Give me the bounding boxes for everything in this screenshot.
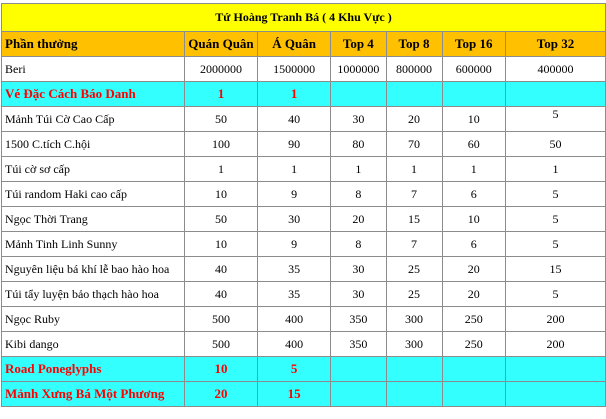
table-row (2, 132, 606, 157)
header-champion: Quán Quân (184, 32, 257, 57)
reward-name: Túi random Haki cao cấp (2, 182, 185, 207)
reward-value: 400 (258, 307, 331, 332)
reward-value: 1 (184, 157, 257, 182)
table-row (2, 282, 606, 307)
reward-value: 7 (386, 232, 442, 257)
reward-value: 20 (331, 207, 386, 232)
header-top-8: Top 8 (386, 32, 442, 57)
reward-value: 50 (184, 207, 257, 232)
reward-value: 8 (331, 232, 386, 257)
reward-value: 9 (258, 182, 331, 207)
reward-value: 5 (506, 182, 606, 207)
reward-value: 20 (442, 282, 506, 307)
reward-value: 80 (331, 132, 386, 157)
reward-value: 5 (258, 357, 331, 382)
reward-value: 6 (442, 232, 506, 257)
reward-value: 6 (442, 182, 506, 207)
reward-value: 1 (258, 82, 331, 107)
reward-value (442, 82, 506, 107)
reward-value: 35 (258, 257, 331, 282)
reward-value: 60 (442, 132, 506, 157)
table-row (2, 182, 606, 207)
reward-value: 7 (386, 182, 442, 207)
reward-value: 800000 (386, 57, 442, 82)
reward-name: Mảnh Tinh Linh Sunny (2, 232, 185, 257)
reward-value: 10 (184, 232, 257, 257)
reward-value: 350 (331, 332, 386, 357)
reward-value (506, 382, 606, 407)
reward-value: 5 (506, 232, 606, 257)
table-row (2, 157, 606, 182)
reward-value: 1 (331, 157, 386, 182)
reward-name: Mảnh Túi Cờ Cao Cấp (2, 107, 185, 132)
reward-value: 400 (258, 332, 331, 357)
reward-value: 1 (184, 82, 257, 107)
reward-value: 1 (442, 157, 506, 182)
header-top-32: Top 32 (506, 32, 606, 57)
reward-value: 40 (184, 257, 257, 282)
reward-value: 300 (386, 307, 442, 332)
reward-value: 20 (386, 107, 442, 132)
reward-name: Mảnh Xưng Bá Một Phương (2, 382, 185, 407)
reward-value: 90 (258, 132, 331, 157)
reward-table (1, 3, 606, 407)
reward-value: 70 (386, 132, 442, 157)
reward-value (386, 82, 442, 107)
reward-value: 250 (442, 332, 506, 357)
reward-value (386, 357, 442, 382)
reward-value: 1000000 (331, 57, 386, 82)
reward-value: 20 (184, 382, 257, 407)
reward-value (331, 382, 386, 407)
table-row (2, 307, 606, 332)
reward-value: 500 (184, 307, 257, 332)
table-row (2, 82, 606, 107)
reward-value: 30 (331, 282, 386, 307)
reward-value (331, 82, 386, 107)
reward-name: Road Poneglyphs (2, 357, 185, 382)
reward-value: 8 (331, 182, 386, 207)
title-row (2, 4, 606, 32)
reward-name: Kibi dango (2, 332, 185, 357)
reward-value: 25 (386, 257, 442, 282)
reward-value: 400000 (506, 57, 606, 82)
header-runner-up: Á Quân (258, 32, 331, 57)
reward-value: 600000 (442, 57, 506, 82)
reward-name: Beri (2, 57, 185, 82)
table-row (2, 107, 606, 132)
table-title: Tứ Hoàng Tranh Bá ( 4 Khu Vực ) (2, 4, 606, 32)
reward-value: 15 (258, 382, 331, 407)
header-top-16: Top 16 (442, 32, 506, 57)
reward-value (442, 357, 506, 382)
reward-name: Nguyên liệu bá khí lễ bao hào hoa (2, 257, 185, 282)
reward-value: 10 (184, 182, 257, 207)
table-row (2, 382, 606, 407)
header-row (2, 32, 606, 57)
reward-value: 200 (506, 307, 606, 332)
reward-value: 200 (506, 332, 606, 357)
reward-value: 30 (331, 257, 386, 282)
reward-value: 10 (442, 207, 506, 232)
table-row (2, 207, 606, 232)
reward-name: Túi cờ sơ cấp (2, 157, 185, 182)
reward-value: 30 (258, 207, 331, 232)
reward-value: 25 (386, 282, 442, 307)
table-row (2, 357, 606, 382)
reward-value: 500 (184, 332, 257, 357)
reward-value: 10 (442, 107, 506, 132)
reward-value: 30 (331, 107, 386, 132)
table-row (2, 232, 606, 257)
header-reward: Phần thưởng (2, 32, 185, 57)
reward-name: Túi tẩy luyện bảo thạch hào hoa (2, 282, 185, 307)
reward-name: 1500 C.tích C.hội (2, 132, 185, 157)
reward-value: 1 (258, 157, 331, 182)
reward-value: 250 (442, 307, 506, 332)
reward-value: 5 (506, 207, 606, 232)
reward-value (331, 357, 386, 382)
reward-value: 15 (506, 257, 606, 282)
reward-value: 35 (258, 282, 331, 307)
table-row (2, 332, 606, 357)
reward-value: 1 (386, 157, 442, 182)
reward-name: Ngọc Thời Trang (2, 207, 185, 232)
reward-value: 9 (258, 232, 331, 257)
reward-value: 2000000 (184, 57, 257, 82)
table-row (2, 257, 606, 282)
reward-value: 1500000 (258, 57, 331, 82)
reward-name: Ngọc Ruby (2, 307, 185, 332)
reward-value (386, 382, 442, 407)
reward-value: 20 (442, 257, 506, 282)
reward-value: 10 (184, 357, 257, 382)
header-top-4: Top 4 (331, 32, 386, 57)
reward-value: 40 (258, 107, 331, 132)
reward-value: 50 (506, 132, 606, 157)
reward-value (442, 382, 506, 407)
reward-value: 5 (506, 282, 606, 307)
reward-value: 350 (331, 307, 386, 332)
reward-value: 300 (386, 332, 442, 357)
reward-name: Vé Đặc Cách Báo Danh (2, 82, 185, 107)
reward-value: 5 (506, 107, 606, 132)
reward-value: 15 (386, 207, 442, 232)
reward-value: 50 (184, 107, 257, 132)
reward-value: 1 (506, 157, 606, 182)
reward-value (506, 82, 606, 107)
reward-value: 100 (184, 132, 257, 157)
table-row (2, 57, 606, 82)
reward-value (506, 357, 606, 382)
reward-value: 40 (184, 282, 257, 307)
